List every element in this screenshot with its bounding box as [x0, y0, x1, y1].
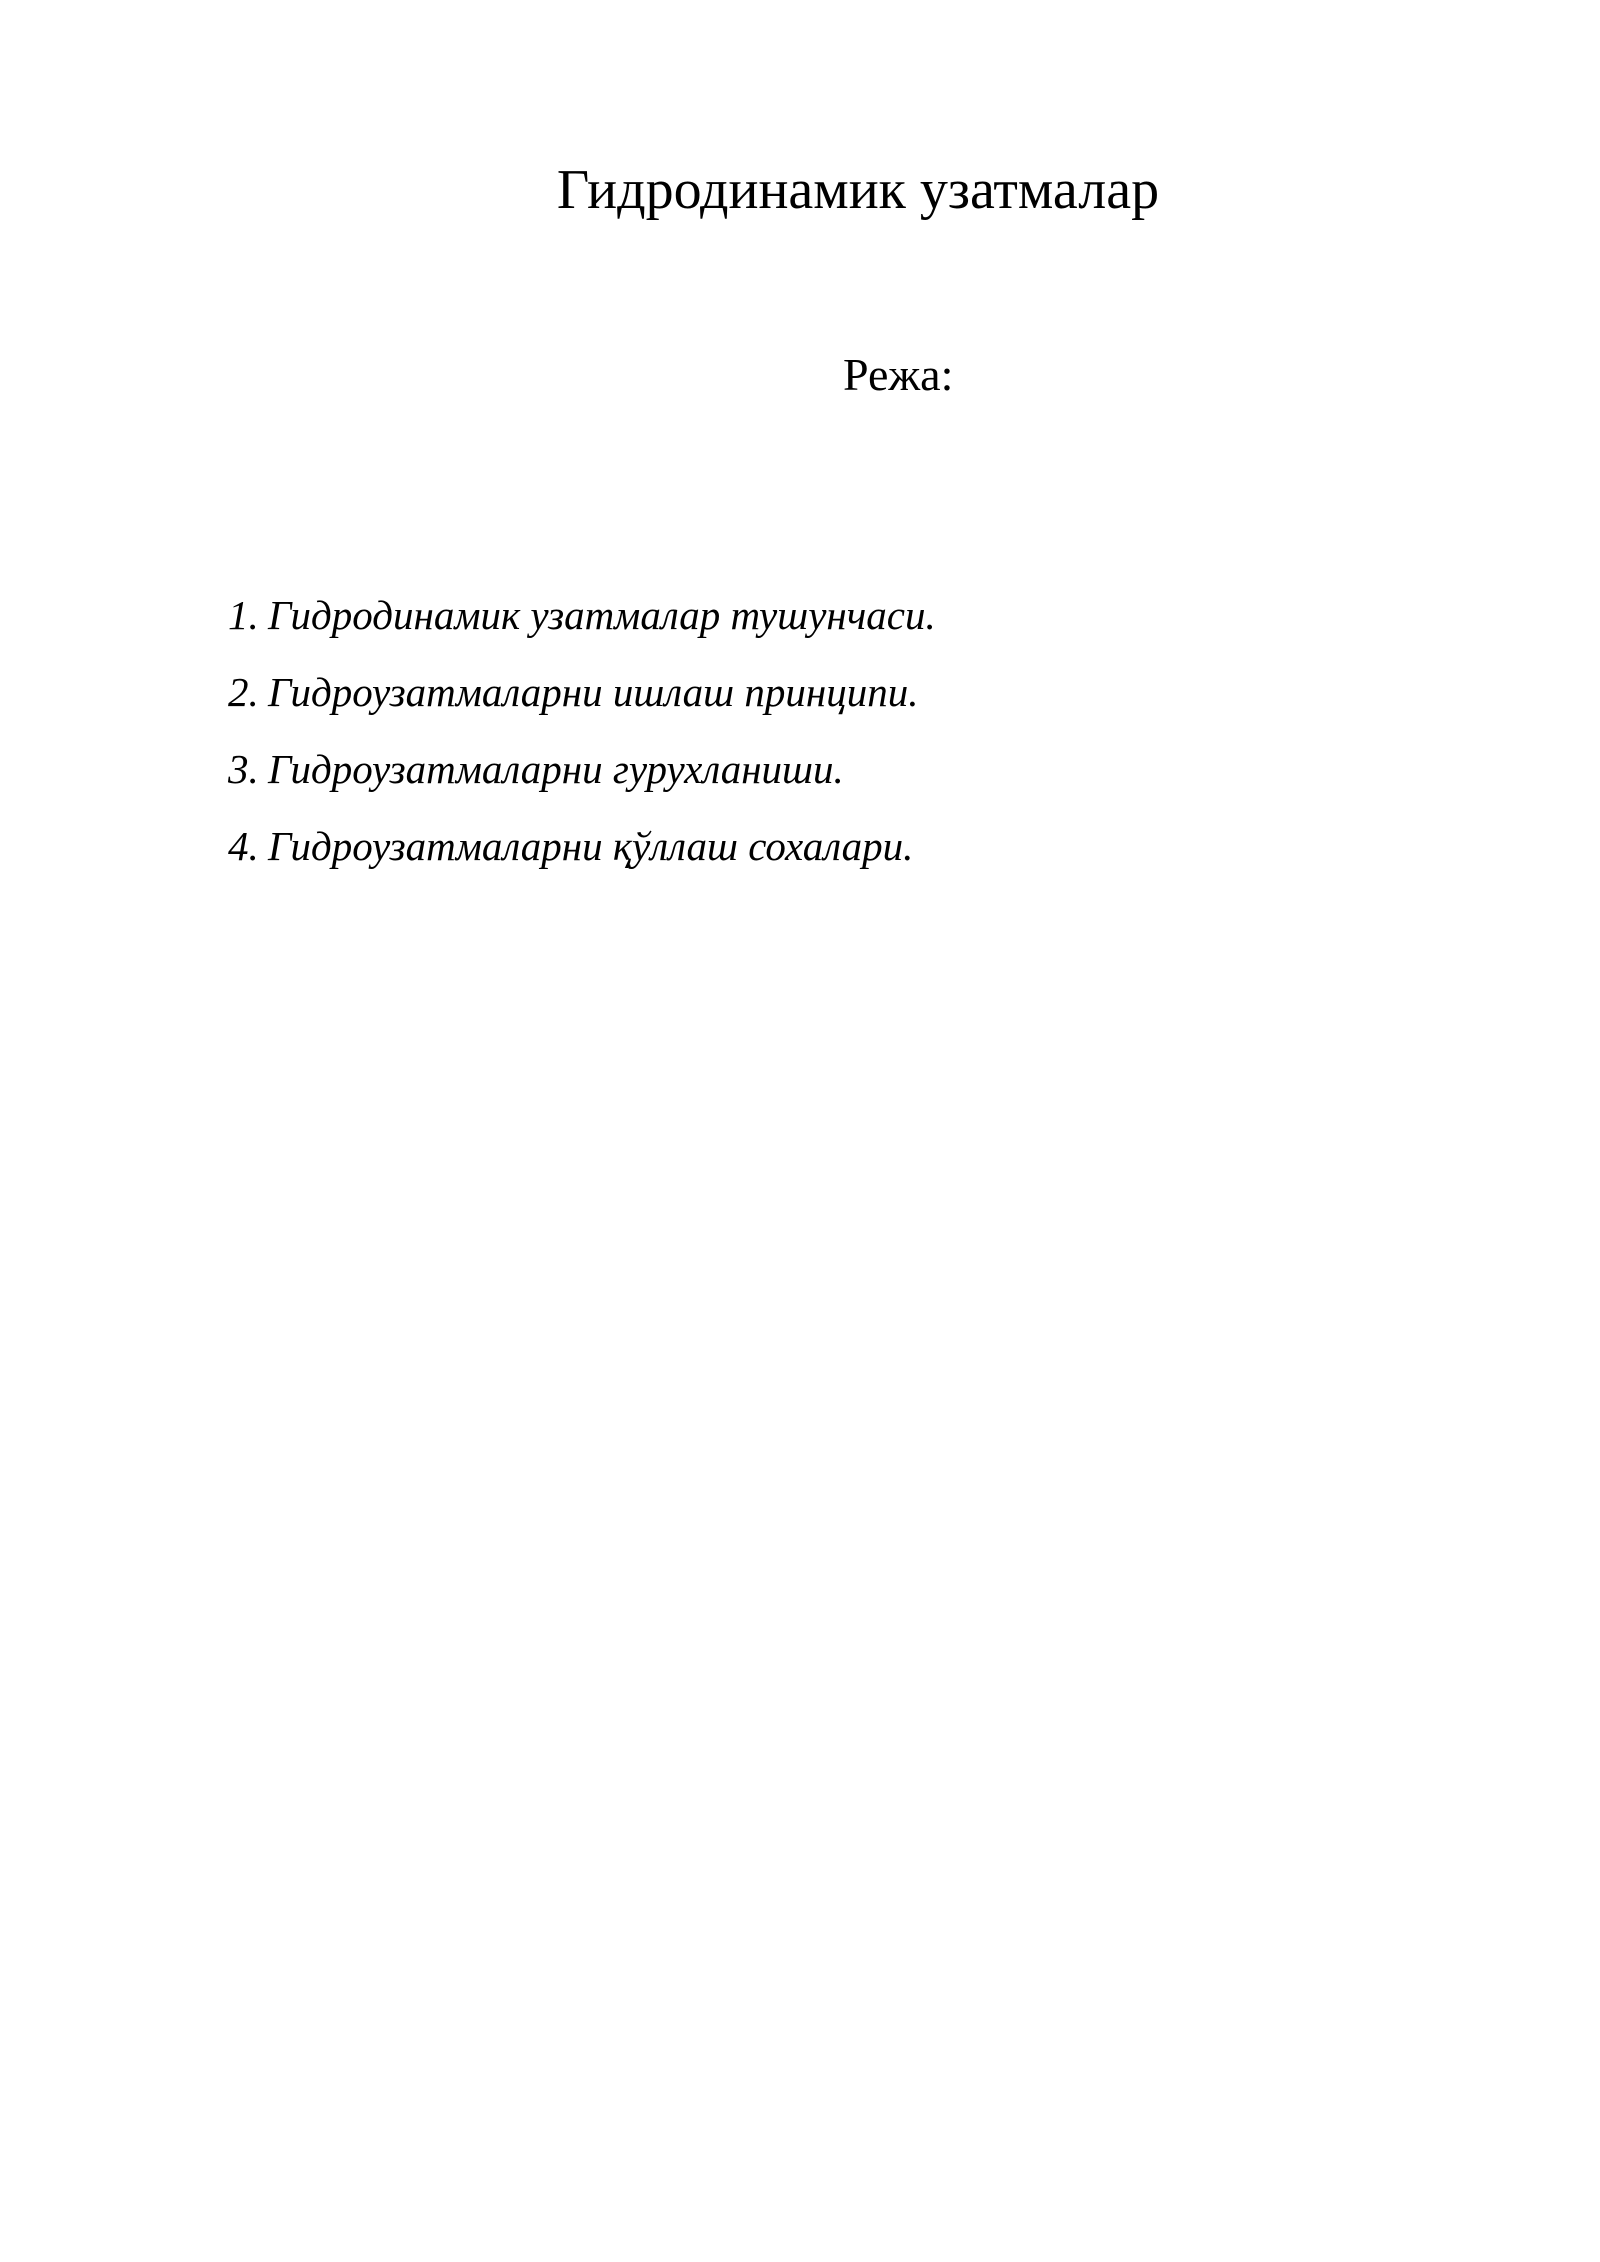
plan-item-number: 2. [228, 669, 259, 715]
plan-item-text: Гидроузатмаларни гурухланиши. [268, 746, 844, 792]
plan-item [228, 664, 936, 741]
plan-item-text: Гидроузатмаларни ишлаш принципи. [268, 669, 919, 715]
plan-item-text: Гидродинамик узатмалар тушунчаси. [268, 592, 936, 638]
plan-list [228, 587, 936, 895]
plan-heading: Режа: [843, 349, 954, 400]
plan-item-number: 3. [228, 746, 259, 792]
plan-item-number: 1. [228, 592, 259, 638]
document-title: Гидродинамик узатмалар [556, 159, 1160, 221]
plan-item [228, 741, 936, 818]
plan-item [228, 587, 936, 664]
plan-item-number: 4. [228, 823, 259, 869]
plan-item-text: Гидроузатмаларни қўллаш сохалари. [268, 823, 914, 869]
plan-item [228, 818, 936, 895]
